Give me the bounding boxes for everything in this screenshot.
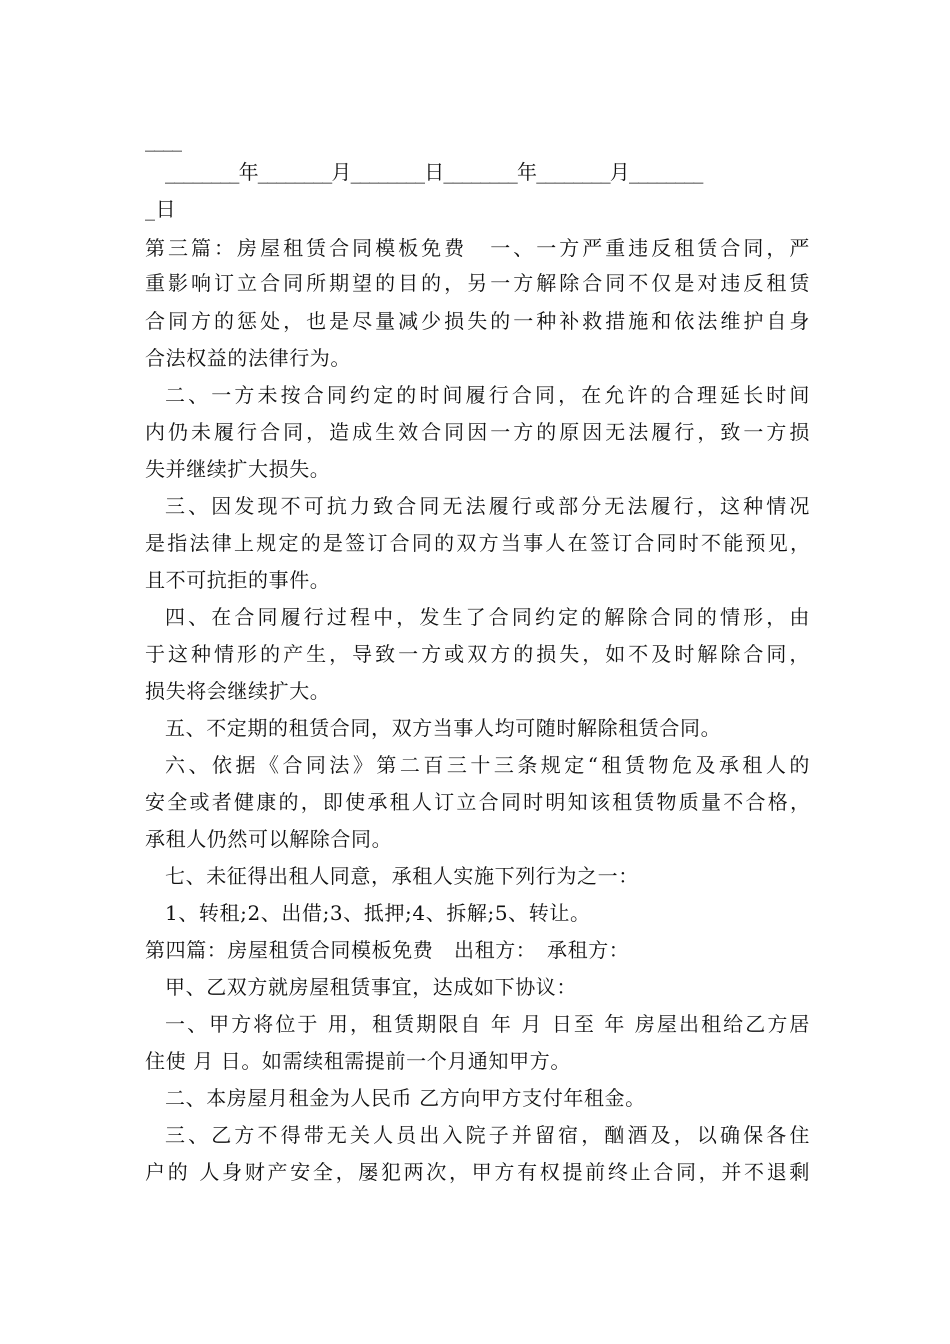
section-4-intro: 甲、乙双方就房屋租赁事宜，达成如下协议：	[165, 975, 577, 999]
clause-6-line-1: 六、依据《合同法》第二百三十三条规定“租赁物危及承租人的	[165, 753, 810, 777]
clause-4-line-1: 四、在合同履行过程中，发生了合同约定的解除合同的情形，由	[165, 605, 810, 629]
s4-clause-3-line-1: 三、乙方不得带无关人员出入院子并留宿，酗酒及，以确保各住	[165, 1123, 810, 1147]
clause-7-line-1: 七、未征得出租人同意，承租人实施下列行为之一：	[165, 864, 639, 888]
clause-4-line-2: 于这种情形的产生，导致一方或双方的损失，如不及时解除合同，	[145, 642, 810, 666]
date-day: _日	[145, 197, 177, 221]
s4-clause-3-line-2: 户的 人身财产安全，屡犯两次，甲方有权提前终止合同，并不退剩	[145, 1160, 810, 1184]
clause-3-line-1: 三、因发现不可抗力致合同无法履行或部分无法履行，这种情况	[165, 494, 810, 518]
clause-2-line-2: 内仍未履行合同，造成生效合同因一方的原因无法履行，致一方损	[145, 420, 810, 444]
section-3-line-1: 第三篇：房屋租赁合同模板免费 一、一方严重违反租赁合同，严	[145, 236, 810, 260]
clause-7-list: 1、转租;2、出借;3、抵押;4、拆解;5、转让。	[165, 901, 591, 925]
signature-rule: ____	[145, 128, 181, 152]
section-3-line-4: 合法权益的法律行为。	[145, 346, 351, 370]
s4-clause-1-line-1: 一、甲方将位于 用，租赁期限自 年 月 日至 年 房屋出租给乙方居	[165, 1012, 810, 1036]
date-day-line	[145, 197, 810, 221]
clause-6-line-2: 安全或者健康的，即使承租人订立合同时明知该租赁物质量不合格，	[145, 790, 810, 814]
clause-3-line-2: 是指法律上规定的是签订合同的双方当事人在签订合同时不能预见，	[145, 531, 810, 555]
clause-3-line-3: 且不可抗拒的事件。	[145, 568, 331, 592]
clause-4-line-3: 损失将会继续扩大。	[145, 679, 331, 703]
clause-5-line-1: 五、不定期的租赁合同，双方当事人均可随时解除租赁合同。	[165, 716, 722, 740]
clause-2-line-3: 失并继续扩大损失。	[145, 457, 331, 481]
clause-6-line-3: 承租人仍然可以解除合同。	[145, 827, 393, 851]
clause-2-line-1: 二、一方未按合同约定的时间履行合同，在允许的合理延长时间	[165, 383, 810, 407]
section-3-line-3: 合同方的惩处，也是尽量减少损失的一种补救措施和依法维护自身	[145, 309, 810, 333]
signature-rule-line	[145, 128, 810, 152]
date-blanks-line	[165, 160, 810, 184]
s4-clause-1-line-2: 住使 月 日。如需续租需提前一个月通知甲方。	[145, 1049, 571, 1073]
section-3-line-2: 重影响订立合同所期望的目的，另一方解除合同不仅是对违反租赁	[145, 271, 810, 295]
s4-clause-2-line-1: 二、本房屋月租金为人民币 乙方向甲方支付年租金。	[165, 1086, 646, 1110]
section-4-heading: 第四篇：房屋租赁合同模板免费 出租方： 承租方：	[145, 938, 630, 962]
date-blanks: ________年________月________日________年________月________	[165, 160, 703, 184]
